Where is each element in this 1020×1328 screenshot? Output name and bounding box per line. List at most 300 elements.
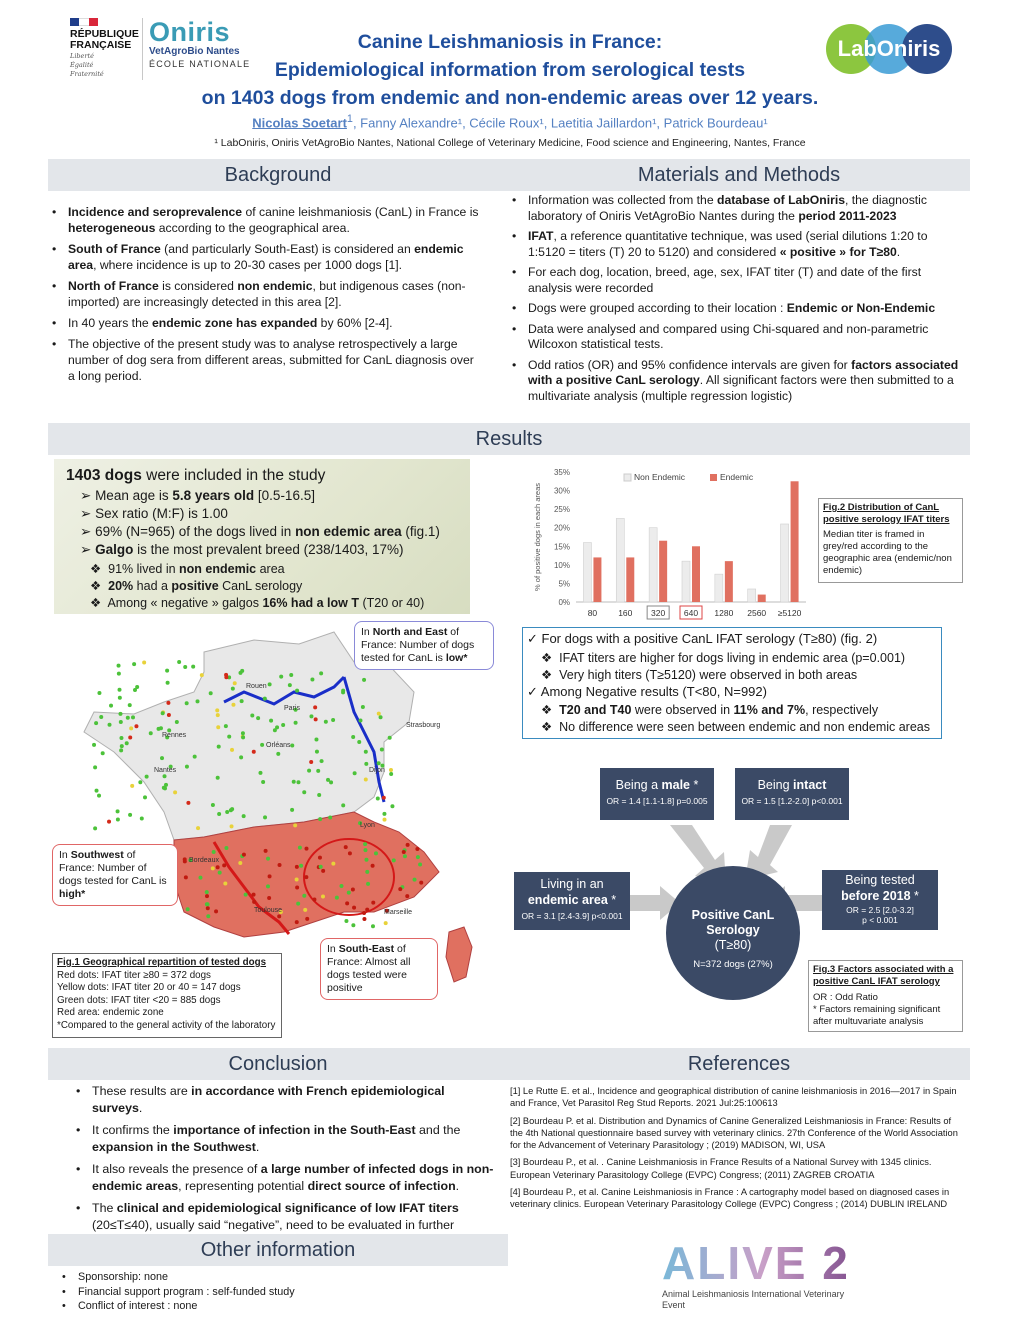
bar-non-endemic-≥5120 — [781, 524, 789, 602]
map-dot — [362, 911, 366, 915]
y-tick-label: 20% — [553, 523, 570, 533]
map-dot — [116, 817, 120, 821]
map-dot — [138, 780, 142, 784]
references-list — [510, 1085, 965, 1216]
other-info-list — [60, 1270, 500, 1314]
map-dot — [263, 697, 267, 701]
map-dot — [206, 906, 210, 910]
background-item-1: • Incidence and seroprevalence of canine leishmaniosis (CanL) in France is heterogeneous according to the geographical area. — [50, 204, 480, 236]
pos-line-1: ✓ For dogs with a positive CanL IFAT serology (T≥80) (fig. 2) — [527, 631, 878, 646]
map-dot — [97, 691, 101, 695]
map-dot — [250, 714, 254, 718]
map-dot — [366, 882, 370, 886]
map-dot — [383, 818, 387, 822]
bar-endemic-640 — [692, 546, 700, 602]
pos-sub-4: ❖ No difference were seen between endemic and non endemic areas — [541, 720, 930, 734]
map-dot — [358, 719, 362, 723]
map-dot — [231, 687, 235, 691]
map-dot — [324, 720, 328, 724]
pos-sub-1: ❖ IFAT titers are higher for dogs living in endemic area (p=0.001) — [541, 651, 906, 665]
map-dot — [278, 863, 282, 867]
map-dot — [288, 683, 292, 687]
map-dot — [230, 824, 234, 828]
map-dot — [260, 743, 264, 747]
methods-item-5: • Data were analysed and compared using Chi-squared and non-parametric Wilcoxon statistical tests. — [510, 322, 968, 353]
map-dot — [345, 901, 349, 905]
map-dot — [389, 772, 393, 776]
map-dot — [109, 704, 113, 708]
city-marseille: Marseille — [384, 909, 413, 916]
map-dot — [352, 906, 356, 910]
stats-galgo: ➢ Galgo is the most prevalent breed (238/1403, 17%) — [80, 542, 404, 557]
map-dot — [239, 755, 243, 759]
map-dot — [135, 685, 139, 689]
other-info-item-2: • Financial support program : self-funded study — [60, 1285, 500, 1300]
map-dot — [242, 853, 246, 857]
map-dot — [233, 681, 237, 685]
map-dot — [405, 894, 409, 898]
first-author-sup: 1 — [346, 113, 353, 125]
bar-endemic-80 — [593, 557, 601, 602]
positive-serology-hub: Positive CanL Serology (T≥80) N=372 dogs (27%) — [666, 866, 800, 1000]
map-dot — [303, 908, 307, 912]
map-dot — [241, 735, 245, 739]
bar-non-endemic-2560 — [748, 589, 756, 602]
title-line-1: Canine Leishmaniosis in France: — [357, 31, 663, 53]
affiliation: ¹ LabOniris, Oniris VetAgroBio Nantes, National College of Veterinary Medicine, Food science and Engineering, Nantes, France — [214, 137, 806, 149]
map-dot — [310, 678, 314, 682]
map-dot — [216, 776, 220, 780]
map-dot — [364, 777, 368, 781]
map-dot — [238, 671, 242, 675]
map-dot — [281, 723, 285, 727]
map-dot — [128, 703, 132, 707]
bar-non-endemic-80 — [583, 543, 591, 602]
map-dot — [313, 705, 317, 709]
alive2-sub: Animal Leishmaniosis International Veterinary Event — [662, 1289, 845, 1310]
map-dot — [128, 813, 132, 817]
map-dot — [341, 803, 345, 807]
map-dot — [252, 893, 256, 897]
map-dot — [223, 882, 227, 886]
rf-motto1: Liberté — [70, 52, 94, 60]
map-dot — [94, 721, 98, 725]
factor-intact-or: OR = 1.5 [1.2-2.0] p<0.001 — [741, 796, 843, 806]
legend-label-0: Non Endemic — [634, 472, 686, 482]
methods-item-3: • For each dog, location, breed, age, sex, IFAT titer (T) and date of the first analysis were recorded — [510, 265, 968, 296]
map-dot — [335, 896, 339, 900]
fig2-bar-chart — [510, 460, 810, 625]
authors — [170, 113, 850, 130]
legend-swatch-1 — [710, 474, 717, 481]
y-tick-label: 30% — [553, 486, 570, 496]
map-dot — [376, 796, 380, 800]
factor-endemic-or: OR = 3.1 [2.4-3.9] p<0.001 — [521, 911, 623, 921]
map-dot — [295, 886, 299, 890]
map-dot — [206, 902, 210, 906]
map-dot — [416, 855, 420, 859]
city-dijon: Dijon — [369, 767, 385, 774]
map-dot — [268, 682, 272, 686]
y-tick-label: 35% — [553, 468, 570, 477]
map-dot — [95, 789, 99, 793]
map-dot — [390, 804, 394, 808]
x-tick-label-≥5120: ≥5120 — [777, 608, 802, 618]
map-dot — [365, 870, 369, 874]
map-dot — [117, 664, 121, 668]
bar-endemic-160 — [626, 557, 634, 602]
map-dot — [132, 662, 136, 666]
north-callout: In North and East of France: Number of dogs tested for CanL is low* — [354, 621, 494, 670]
reference-1: [1] Le Rutte E. et al., Incidence and geographical distribution of canine leishmaniosis in 2016—2017 in Spain and France, Vet Parasitol Reg Stud Reports. 2021 Jul:25:100613 — [510, 1086, 957, 1109]
rf-motto3: Fraternité — [70, 70, 104, 78]
fig2-text: Median titer is framed in grey/red according to the geographic area (endemic/non endemic) — [823, 529, 952, 576]
map-dot — [101, 751, 105, 755]
map-dot — [305, 917, 309, 921]
reference-2: [2] Bourdeau P. et al. Distribution and Dynamics of Canine Generalized Leishmaniosis in France: Results of the 4th National questionnaire based survey with veterinary clinics. 27th Conference of the World Association for the Advancement of Veterinary Parasitology ; (2019) MADISON, WI, USA — [510, 1115, 958, 1151]
bar-endemic-1280 — [725, 561, 733, 602]
city-strasbourg: Strasbourg — [406, 722, 441, 729]
methods-item-1: • Information was collected from the database of LabOniris, the diagnostic laboratory of Oniris VetAgroBio Nantes during the period 2011-2023 — [510, 193, 968, 224]
southeast-callout: In South-East of France: Almost all dogs tested were positive — [320, 938, 438, 1000]
republique-francaise-logo — [70, 18, 140, 80]
map-dot — [268, 874, 272, 878]
other-info-item-3: • Conflict of interest : none — [60, 1299, 500, 1314]
map-dot — [140, 816, 144, 820]
y-tick-label: 25% — [553, 505, 570, 515]
map-dot — [117, 672, 121, 676]
map-dot — [277, 914, 281, 918]
map-dot — [382, 812, 386, 816]
fig3-line-1: OR : Odd Ratio — [813, 992, 878, 1003]
map-dot — [256, 716, 260, 720]
map-dot — [217, 745, 221, 749]
map-dot — [290, 744, 294, 748]
methods-item-6: • Odd ratios (OR) and 95% confidence intervals are given for factors associated with a positive CanL serology. All significant factors were then submitted to a multivariate analysis (multiple regression logistic) — [510, 358, 968, 405]
map-dot — [384, 921, 388, 925]
stats-galgo-sub3: ❖ Among « negative » galgos 16% had a low T (T20 or 40) — [90, 596, 425, 610]
y-tick-label: 10% — [553, 560, 570, 570]
map-dot — [118, 712, 122, 716]
map-dot — [177, 660, 181, 664]
map-dot — [120, 744, 124, 748]
map-dot — [317, 793, 321, 797]
bar-endemic-320 — [659, 541, 667, 602]
map-dot — [293, 823, 297, 827]
map-dot — [218, 871, 222, 875]
methods-heading: Materials and Methods — [508, 159, 970, 191]
map-dot — [365, 908, 369, 912]
map-dot — [318, 856, 322, 860]
map-dot — [362, 678, 366, 682]
fig3-line-2: * Factors remaining significant after multuvariate analysis — [813, 1004, 941, 1027]
map-dot — [217, 812, 221, 816]
y-tick-label: 0% — [558, 598, 570, 607]
map-dot — [134, 724, 138, 728]
factor-before-or1: OR = 2.5 [2.0-3.2] — [846, 905, 914, 915]
map-dot — [167, 713, 171, 717]
map-dot — [191, 665, 195, 669]
map-dot — [328, 816, 332, 820]
map-dot — [224, 673, 228, 677]
map-dot — [275, 725, 279, 729]
results-heading: Results — [48, 423, 970, 455]
map-dot — [266, 884, 270, 888]
map-dot — [364, 858, 368, 862]
map-dot — [295, 689, 299, 693]
map-dot — [304, 875, 308, 879]
factor-male: Being a male * OR = 1.4 [1.1-1.8] p=0.005 — [600, 768, 714, 820]
map-dot — [418, 862, 422, 866]
map-dot — [296, 780, 300, 784]
map-dot — [215, 708, 219, 712]
map-dot — [388, 736, 392, 740]
conclusion-item-2: • It confirms the importance of infection in the South-East and the expansion in the Southwest. — [74, 1122, 498, 1156]
map-dot — [166, 701, 170, 705]
map-dot — [185, 765, 189, 769]
map-dot — [209, 691, 213, 695]
map-dot — [163, 774, 167, 778]
background-list — [50, 204, 480, 389]
map-dot — [331, 862, 335, 866]
map-dot — [371, 901, 375, 905]
map-dot — [214, 909, 218, 913]
map-dot — [198, 876, 202, 880]
map-dot — [348, 851, 352, 855]
map-dot — [261, 780, 265, 784]
alive2-word: ALIVE 2 — [662, 1240, 862, 1286]
map-dot — [161, 711, 165, 715]
map-dot — [309, 714, 313, 718]
map-dot — [119, 720, 123, 724]
legend-swatch-0 — [624, 474, 631, 481]
fig2-caption — [818, 498, 963, 583]
stats-mean-age: ➢ Mean age is 5.8 years old [0.5-16.5] — [80, 488, 315, 503]
bar-non-endemic-160 — [616, 518, 624, 602]
map-dot — [377, 712, 381, 716]
city-orleans: Orléans — [266, 742, 291, 749]
pos-sub-2: ❖ Very high titers (T≥5120) were observed in both areas — [541, 668, 858, 682]
stats-header: 1403 dogs were included in the study — [66, 467, 326, 484]
map-dot — [230, 748, 234, 752]
map-dot — [363, 848, 367, 852]
map-dot — [130, 784, 134, 788]
background-item-4: • In 40 years the endemic zone has expanded by 60% [2-4]. — [50, 315, 480, 331]
map-dot — [224, 724, 228, 728]
factor-endemic: Living in an endemic area * OR = 3.1 [2.4-3.9] p<0.001 — [514, 872, 630, 930]
map-dot — [184, 875, 188, 879]
map-dot — [309, 760, 313, 764]
stats-non-endemic: ➢ 69% (N=965) of the dogs lived in non edemic area (fig.1) — [80, 524, 440, 539]
fig1-line-2: Yellow dots: IFAT titer 20 or 40 = 147 dogs — [57, 982, 241, 993]
map-dot — [143, 795, 147, 799]
map-dot — [413, 878, 417, 882]
map-dot — [320, 759, 324, 763]
map-dot — [266, 857, 270, 861]
city-nantes: Nantes — [154, 767, 177, 774]
factor-before-or2: p < 0.001 — [862, 915, 898, 925]
map-dot — [165, 669, 169, 673]
map-dot — [295, 920, 299, 924]
factor-intact: Being intact OR = 1.5 [1.2-2.0] p<0.001 — [735, 768, 849, 820]
map-dot — [353, 771, 357, 775]
map-dot — [415, 847, 419, 851]
map-dot — [380, 747, 384, 751]
map-dot — [314, 717, 318, 721]
map-dot — [263, 815, 267, 819]
y-axis-label: % of positive dogs in each areas — [533, 483, 542, 591]
map-dot — [193, 755, 197, 759]
map-dot — [230, 807, 234, 811]
map-dot — [125, 741, 129, 745]
map-dot — [290, 808, 294, 812]
map-dot — [227, 735, 231, 739]
map-dot — [296, 902, 300, 906]
stats-sex-ratio: ➢ Sex ratio (M:F) is 1.00 — [80, 506, 228, 521]
map-dot — [269, 719, 273, 723]
map-dot — [351, 735, 355, 739]
map-dot — [294, 721, 298, 725]
map-dot — [319, 865, 323, 869]
map-dot — [267, 896, 271, 900]
rf-motto2: Égalité — [70, 61, 94, 69]
map-dot — [196, 826, 200, 830]
conclusion-list — [74, 1083, 498, 1256]
map-dot — [145, 775, 149, 779]
map-dot — [212, 850, 216, 854]
alive2-logo — [662, 1237, 862, 1310]
map-dot — [258, 771, 262, 775]
map-dot — [371, 864, 375, 868]
fig1-line-4: Red area: endemic zone — [57, 1007, 164, 1018]
map-dot — [326, 778, 330, 782]
southwest-callout: In Southwest of France: Number of dogs tested for CanL is high* — [52, 844, 178, 906]
fig1-line-5: *Compared to the general activity of the laboratory — [57, 1019, 276, 1031]
map-dot — [321, 895, 325, 899]
bar-endemic-≥5120 — [791, 481, 799, 602]
map-dot — [159, 726, 163, 730]
map-dot — [224, 846, 228, 850]
map-dot — [289, 673, 293, 677]
conclusion-item-1: • These results are in accordance with French epidemiological surveys. — [74, 1083, 498, 1117]
map-dot — [216, 725, 220, 729]
map-dot — [319, 671, 323, 675]
y-tick-label: 5% — [558, 579, 570, 589]
map-dot — [299, 864, 303, 868]
city-rennes: Rennes — [162, 732, 187, 739]
bar-endemic-2560 — [758, 595, 766, 602]
map-dot — [166, 681, 170, 685]
corsica — [446, 927, 472, 982]
map-dot — [304, 847, 308, 851]
map-dot — [131, 715, 135, 719]
methods-item-2: • IFAT, a reference quantitative technique, was used (serial dilutions 1:20 to 1:5120 = titers (T) 20 to 5120) and considered « positive » for T≥80. — [510, 229, 968, 260]
city-toulouse: Toulouse — [254, 907, 283, 914]
stats-galgo-sub2: ❖ 20% had a positive CanL serology — [90, 579, 303, 593]
references-heading: References — [508, 1048, 970, 1080]
conclusion-item-4: • The clinical and epidemiological significance of low IFAT titers (20≤T≤40), usually said “negative”, need to be evaluated in further — [74, 1200, 498, 1251]
map-dot — [211, 866, 215, 870]
rf-line2: FRANÇAISE — [70, 39, 132, 51]
map-dot — [377, 761, 381, 765]
map-dot — [361, 705, 365, 709]
y-tick-label: 15% — [553, 542, 570, 552]
map-dot — [238, 861, 242, 865]
background-item-5: • The objective of the present study was to analyse retrospectively a large number of dog sera from different areas, submitted for CanL diagnosis over a long period. — [50, 336, 480, 384]
map-dot — [292, 780, 296, 784]
map-dot — [129, 726, 133, 730]
map-dot — [307, 769, 311, 773]
reference-3: [3] Bourdeau P., et al. . Canine Leishmaniosis in France Results of a National Survey with 1345 clinics. European Veterinary Parasitology College (EVPC) Congress; (2011) ZAGREB CROATIA — [510, 1157, 932, 1180]
map-dot — [205, 894, 209, 898]
positive-serology-box — [522, 627, 942, 739]
map-dot — [119, 748, 123, 752]
map-dot — [364, 750, 368, 754]
map-dot — [108, 723, 112, 727]
map-dot — [344, 919, 348, 923]
map-dot — [185, 701, 189, 705]
map-dot — [116, 809, 120, 813]
pos-sub-3: ❖ T20 and T40 were observed in 11% and 7%, respectively — [541, 703, 879, 717]
title-line-3: on 1403 dogs from endemic and non-endemic areas over 12 years. — [201, 87, 819, 109]
map-dot — [216, 713, 220, 717]
map-dot — [175, 720, 179, 724]
laboniris-word: LabOniris — [837, 36, 941, 61]
methods-item-4: • Dogs were grouped according to their location : Endemic or Non-Endemic — [510, 301, 968, 317]
map-dot — [160, 756, 164, 760]
map-dot — [142, 661, 146, 665]
city-lyon: Lyon — [360, 822, 375, 829]
map-dot — [164, 783, 168, 787]
map-dot — [318, 817, 322, 821]
map-dot — [264, 849, 268, 853]
map-dot — [339, 884, 343, 888]
map-dot — [344, 845, 348, 849]
map-dot — [419, 881, 423, 885]
map-dot — [351, 923, 355, 927]
map-dot — [200, 673, 204, 677]
map-dot — [206, 914, 210, 918]
pos-line-2: ✓ Among Negative results (T<80, N=992) — [527, 684, 767, 699]
fig1-title: Fig.1 Geographical repartition of tested dogs — [57, 957, 267, 968]
x-tick-label-160: 160 — [618, 608, 633, 618]
other-authors: , Fanny Alexandre¹, Cécile Roux¹, Laetitia Jaillardon¹, Patrick Bourdeau¹ — [352, 115, 768, 131]
map-dot — [244, 893, 248, 897]
conclusion-heading: Conclusion — [48, 1048, 508, 1080]
bar-non-endemic-1280 — [715, 574, 723, 602]
map-dot — [216, 865, 220, 869]
other-info-heading: Other information — [48, 1234, 508, 1266]
map-dot — [362, 917, 366, 921]
map-dot — [149, 731, 153, 735]
factor-before-2018: Being tested before 2018 * OR = 2.5 [2.0-3.2] p < 0.001 — [822, 870, 938, 930]
map-dot — [295, 877, 299, 881]
map-dot — [357, 740, 361, 744]
map-dot — [347, 891, 351, 895]
map-dot — [403, 854, 407, 858]
map-dot — [242, 814, 246, 818]
map-dot — [183, 665, 187, 669]
map-dot — [341, 690, 345, 694]
background-item-3: • North of France is considered non endemic, but indigenous cases (non-imported) are increasingly detected in this area [2]. — [50, 278, 480, 310]
map-dot — [241, 731, 245, 735]
map-dot — [314, 738, 318, 742]
first-author[interactable]: Nicolas Soetart — [252, 115, 347, 131]
fig1-line-1: Red dots: IFAT titer ≥80 = 372 dogs — [57, 969, 211, 981]
map-dot — [186, 907, 190, 911]
map-dot — [392, 858, 396, 862]
map-dot — [382, 796, 386, 800]
